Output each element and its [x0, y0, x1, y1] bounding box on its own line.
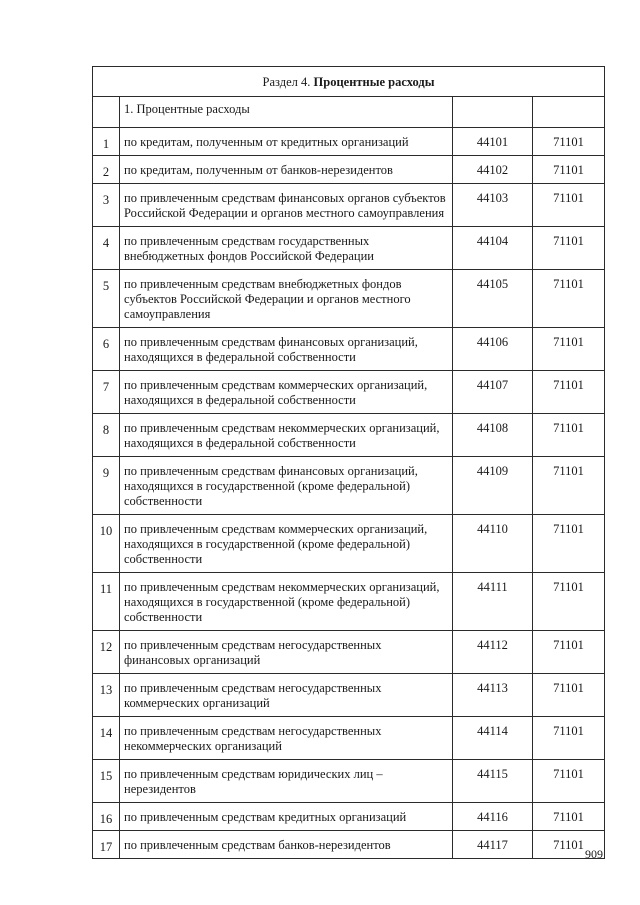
- row-number: 16: [93, 803, 120, 831]
- row-number: 13: [93, 674, 120, 717]
- row-description: по привлеченным средствам государственных внебюджетных фондов Российской Федерации: [120, 227, 453, 270]
- row-kosgu-code: 71101: [533, 184, 605, 227]
- row-account-code: 44115: [453, 760, 533, 803]
- table-row: [93, 674, 605, 717]
- row-account-code: 44114: [453, 717, 533, 760]
- row-number: 8: [93, 414, 120, 457]
- table-row: [93, 270, 605, 328]
- row-description: по привлеченным средствам внебюджетных фондов субъектов Российской Федерации и органов местного самоуправления: [120, 270, 453, 328]
- row-number: 12: [93, 631, 120, 674]
- row-account-code: 44102: [453, 156, 533, 184]
- row-account-code: 44103: [453, 184, 533, 227]
- table-row: [93, 156, 605, 184]
- row-kosgu-code: 71101: [533, 371, 605, 414]
- subsection-row: [93, 97, 605, 128]
- section-title: [93, 67, 605, 97]
- table-row: [93, 515, 605, 573]
- row-account-code: 44101: [453, 128, 533, 156]
- table-row: [93, 227, 605, 270]
- row-account-code: 44116: [453, 803, 533, 831]
- row-account-code: 44105: [453, 270, 533, 328]
- row-description: по привлеченным средствам негосударственных финансовых организаций: [120, 631, 453, 674]
- row-account-code: 44107: [453, 371, 533, 414]
- row-number: 10: [93, 515, 120, 573]
- row-account-code: 44113: [453, 674, 533, 717]
- row-kosgu-code: 71101: [533, 573, 605, 631]
- subsection-code-cell: [453, 97, 533, 128]
- table-row: [93, 573, 605, 631]
- accounts-table: [92, 66, 605, 859]
- subsection-kosgu-cell: [533, 97, 605, 128]
- row-description: по привлеченным средствам негосударственных некоммерческих организаций: [120, 717, 453, 760]
- table-row: [93, 414, 605, 457]
- row-kosgu-code: 71101: [533, 674, 605, 717]
- table-row: [93, 128, 605, 156]
- row-number: 15: [93, 760, 120, 803]
- subsection-num-cell: [93, 97, 120, 128]
- row-description: по кредитам, полученным от кредитных организаций: [120, 128, 453, 156]
- row-number: 2: [93, 156, 120, 184]
- table-row: [93, 371, 605, 414]
- row-kosgu-code: 71101: [533, 457, 605, 515]
- row-description: по привлеченным средствам финансовых органов субъектов Российской Федерации и органов местного самоуправления: [120, 184, 453, 227]
- row-account-code: 44117: [453, 831, 533, 859]
- row-number: 5: [93, 270, 120, 328]
- row-account-code: 44111: [453, 573, 533, 631]
- row-kosgu-code: 71101: [533, 156, 605, 184]
- table-row: [93, 184, 605, 227]
- table-row: [93, 831, 605, 859]
- section-header-row: [93, 67, 605, 97]
- row-account-code: 44104: [453, 227, 533, 270]
- row-kosgu-code: 71101: [533, 328, 605, 371]
- row-description: по привлеченным средствам коммерческих организаций, находящихся в государственной (кроме федеральной) собственности: [120, 515, 453, 573]
- row-kosgu-code: 71101: [533, 128, 605, 156]
- row-number: 4: [93, 227, 120, 270]
- table-row: [93, 631, 605, 674]
- row-kosgu-code: 71101: [533, 414, 605, 457]
- section-prefix: Раздел 4.: [262, 75, 311, 89]
- row-description: по привлеченным средствам финансовых организаций, находящихся в государственной (кроме федеральной) собственности: [120, 457, 453, 515]
- row-description: по привлеченным средствам некоммерческих организаций, находящихся в федеральной собственности: [120, 414, 453, 457]
- row-account-code: 44106: [453, 328, 533, 371]
- row-description: по привлеченным средствам кредитных организаций: [120, 803, 453, 831]
- row-description: по привлеченным средствам коммерческих организаций, находящихся в федеральной собственности: [120, 371, 453, 414]
- row-kosgu-code: 71101: [533, 515, 605, 573]
- table-row: [93, 717, 605, 760]
- row-account-code: 44109: [453, 457, 533, 515]
- row-description: по привлеченным средствам некоммерческих организаций, находящихся в государственной (кроме федеральной) собственности: [120, 573, 453, 631]
- row-description: по привлеченным средствам негосударственных коммерческих организаций: [120, 674, 453, 717]
- row-account-code: 44110: [453, 515, 533, 573]
- row-account-code: 44108: [453, 414, 533, 457]
- table-row: [93, 457, 605, 515]
- row-account-code: 44112: [453, 631, 533, 674]
- row-description: по привлеченным средствам банков-нерезидентов: [120, 831, 453, 859]
- row-description: по привлеченным средствам юридических лиц – нерезидентов: [120, 760, 453, 803]
- row-kosgu-code: 71101: [533, 760, 605, 803]
- subsection-label: 1. Процентные расходы: [120, 97, 453, 128]
- row-description: по кредитам, полученным от банков-нерезидентов: [120, 156, 453, 184]
- row-number: 11: [93, 573, 120, 631]
- row-number: 1: [93, 128, 120, 156]
- row-kosgu-code: 71101: [533, 717, 605, 760]
- table-row: [93, 760, 605, 803]
- row-kosgu-code: 71101: [533, 831, 605, 859]
- row-number: 17: [93, 831, 120, 859]
- page-number: 909: [585, 847, 603, 861]
- row-kosgu-code: 71101: [533, 227, 605, 270]
- row-number: 7: [93, 371, 120, 414]
- row-description: по привлеченным средствам финансовых организаций, находящихся в федеральной собственности: [120, 328, 453, 371]
- table-row: [93, 328, 605, 371]
- row-kosgu-code: 71101: [533, 803, 605, 831]
- section-name: Процентные расходы: [313, 75, 435, 89]
- table-row: [93, 803, 605, 831]
- row-number: 14: [93, 717, 120, 760]
- row-number: 9: [93, 457, 120, 515]
- row-kosgu-code: 71101: [533, 270, 605, 328]
- row-number: 3: [93, 184, 120, 227]
- row-number: 6: [93, 328, 120, 371]
- row-kosgu-code: 71101: [533, 631, 605, 674]
